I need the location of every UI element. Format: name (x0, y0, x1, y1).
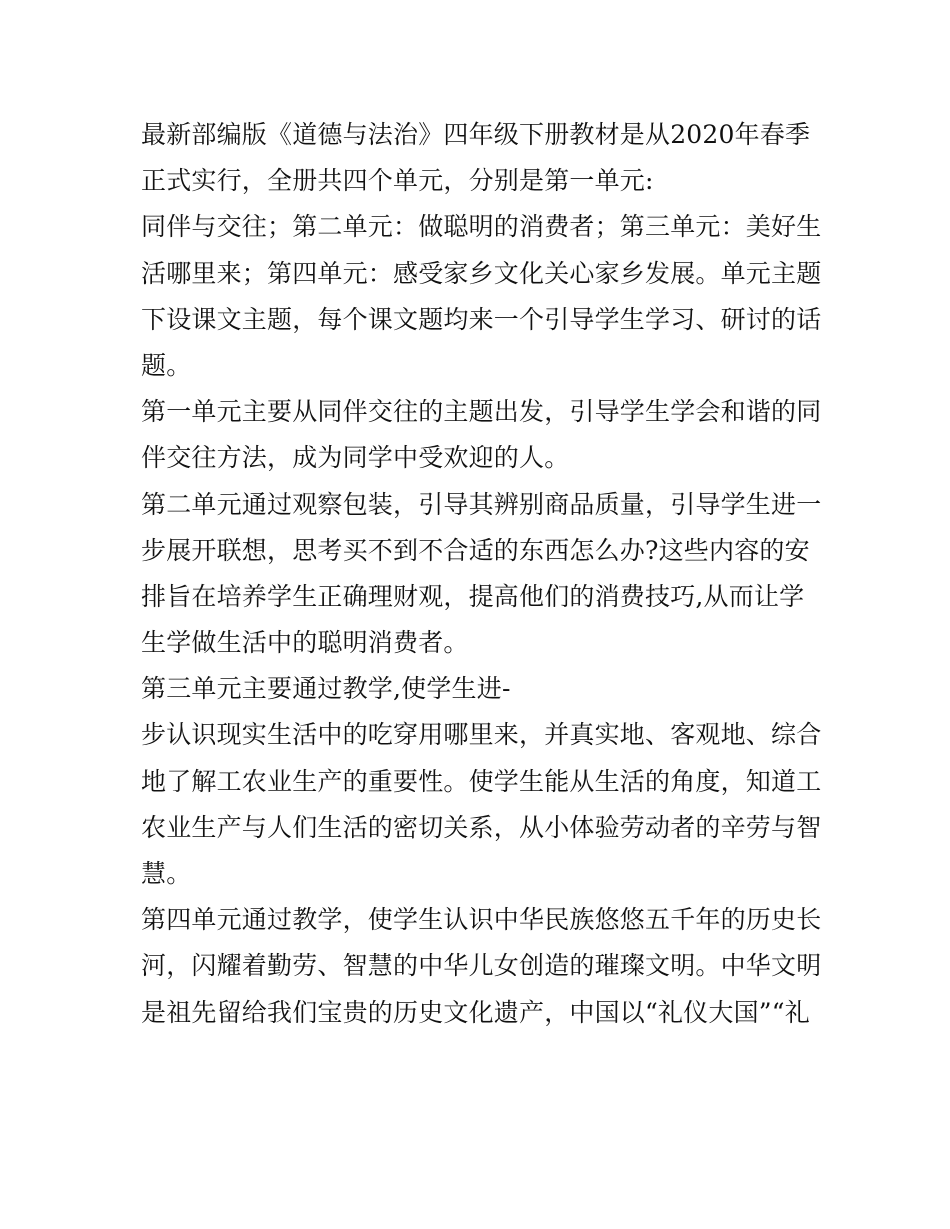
text-line: 第一单元主要从同伴交往的主题出发，引导学生学会和谐的同 (141, 397, 822, 427)
text-line: 排旨在培养学生正确理财观，提高他们的消费技巧,从而让学 (141, 581, 805, 611)
text-line: 第二单元通过观察包装，引导其辨别商品质量，引导学生进一 (141, 489, 822, 519)
text-line: 第四单元通过教学，使学生认识中华民族悠悠五千年的历史长 (141, 905, 822, 935)
text-line: 第三单元主要通过教学,使学生进- (141, 674, 511, 704)
text-line: 正式实行，全册共四个单元，分别是第一单元: (141, 166, 654, 196)
text-line: 伴交往方法，成为同学中受欢迎的人。 (141, 443, 570, 473)
text-line: 最新部编版《道德与法治》四年级下册教材是从2020年春季 (141, 120, 811, 149)
text-line: 步认识现实生活中的吃穿用哪里来，并真实地、客观地、综合 (141, 720, 822, 750)
text-line: 生学做生活中的聪明消费者。 (141, 628, 469, 658)
text-line: 下设课文主题，每个课文题均来一个引导学生学习、研讨的话 (141, 304, 822, 334)
text-line: 活哪里来；第四单元：感受家乡文化关心家乡发展。单元主题 (141, 258, 822, 288)
text-line: 步展开联想，思考买不到不合适的东西怎么办?这些内容的安 (141, 535, 810, 565)
text-line: 是祖先留给我们宝贵的历史文化遗产，中国以“礼仪大国”“礼 (141, 997, 810, 1027)
document-body (141, 112, 821, 1036)
text-line: 同伴与交往；第二单元：做聪明的消费者；第三单元：美好生 (141, 212, 822, 242)
text-line: 地了解工农业生产的重要性。使学生能从生活的角度，知道工 (141, 766, 822, 796)
text-line: 慧。 (141, 859, 192, 888)
text-line: 题。 (141, 350, 192, 380)
text-line: 农业生产与人们生活的密切关系，从小体验劳动者的辛劳与智 (141, 812, 822, 842)
text-line: 河，闪耀着勤劳、智慧的中华儿女创造的璀璨文明。中华文明 (141, 951, 822, 981)
